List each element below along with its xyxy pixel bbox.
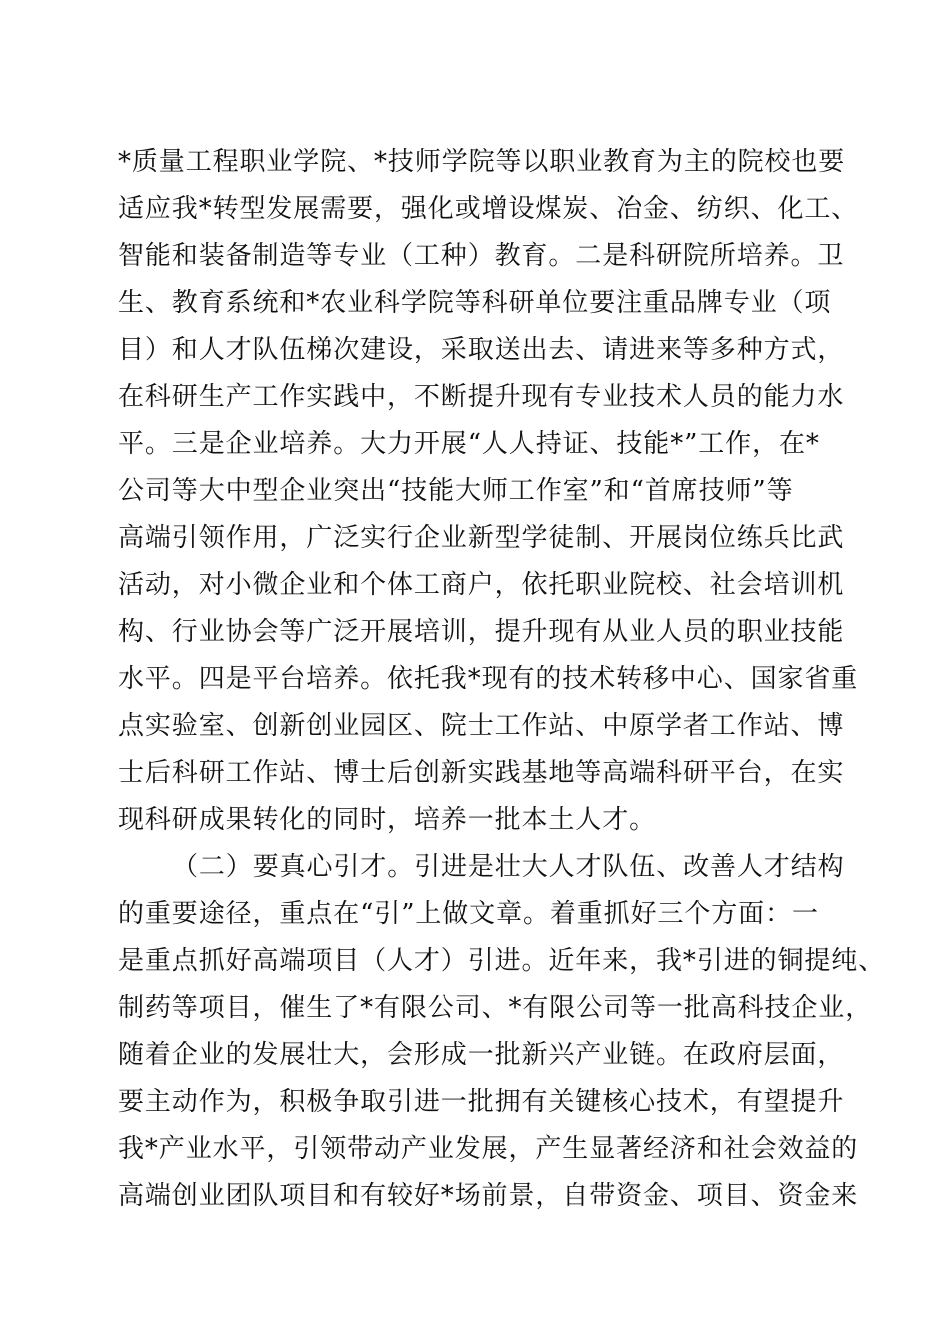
body-text-line: 活动，对小微企业和个体工商户，依托职业院校、社会培训机 <box>118 570 845 600</box>
body-text-line: 随着企业的发展壮大，会形成一批新兴产业链。在政府层面， <box>118 1040 845 1070</box>
body-text-line: 在科研生产工作实践中，不断提升现有专业技术人员的能力水 <box>118 382 845 412</box>
body-text-line: 高端引领作用，广泛实行企业新型学徒制、开展岗位练兵比武 <box>118 523 845 553</box>
body-text-line: 构、行业协会等广泛开展培训，提升现有从业人员的职业技能 <box>118 617 845 647</box>
body-text-line: 高端创业团队项目和有较好*场前景，自带资金、项目、资金来 <box>118 1181 859 1211</box>
body-text-line: 制药等项目，催生了*有限公司、*有限公司等一批高科技企业， <box>118 993 873 1023</box>
body-text-line: 的重要途径，重点在“引”上做文章。着重抓好三个方面：一 <box>118 899 819 929</box>
body-text-line: 目）和人才队伍梯次建设，采取送出去、请进来等多种方式， <box>118 335 845 365</box>
body-text-line: 水平。四是平台培养。依托我*现有的技术转移中心、国家省重 <box>118 664 859 694</box>
body-text-line: 点实验室、创新创业园区、院士工作站、中原学者工作站、博 <box>118 711 845 741</box>
body-text-line: 平。三是企业培养。大力开展“人人持证、技能*”工作，在* <box>118 429 820 459</box>
body-text-line: 公司等大中型企业突出“技能大师工作室”和“首席技师”等 <box>118 476 794 506</box>
body-text-line: 要主动作为，积极争取引进一批拥有关键核心技术，有望提升 <box>118 1087 845 1117</box>
body-text-line: 士后科研工作站、博士后创新实践基地等高端科研平台，在实 <box>118 758 845 788</box>
body-text-line: 现科研成果转化的同时，培养一批本土人才。 <box>118 805 657 835</box>
section-heading-line: （二）要真心引才。引进是壮大人才队伍、改善人才结构 <box>172 852 845 882</box>
body-text-line: 我*产业水平，引领带动产业发展，产生显著经济和社会效益的 <box>118 1134 859 1164</box>
body-text-line: 适应我*转型发展需要，强化或增设煤炭、冶金、纺织、化工、 <box>118 194 859 224</box>
body-text-line: 是重点抓好高端项目（人才）引进。近年来，我*引进的铜提纯、 <box>118 946 886 976</box>
body-text-line: 智能和装备制造等专业（工种）教育。二是科研院所培养。卫 <box>118 241 845 271</box>
body-text-line: 生、教育系统和*农业科学院等科研单位要注重品牌专业（项 <box>118 288 832 318</box>
body-text-line: *质量工程职业学院、*技师学院等以职业教育为主的院校也要 <box>118 147 846 177</box>
